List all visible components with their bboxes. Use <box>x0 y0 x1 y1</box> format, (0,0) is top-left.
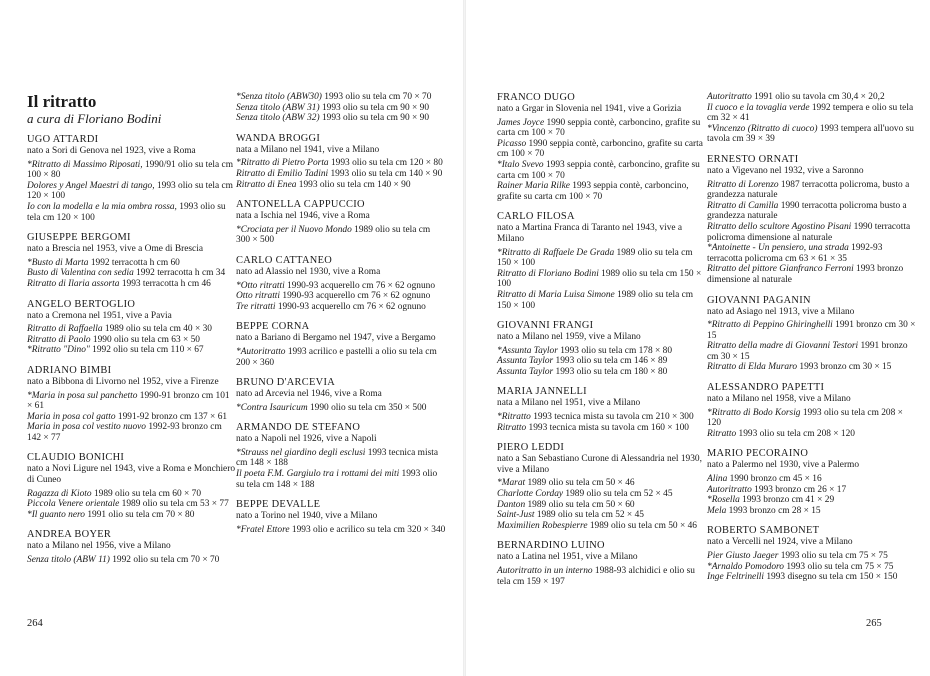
artwork-title: Piccola Venere orientale <box>27 499 120 510</box>
artist-name: FRANCO DUGO <box>497 92 576 103</box>
artwork-title: Maria in posa col gatto <box>27 411 116 422</box>
artwork-title: Ritratto dello scultore Agostino Pisani <box>707 221 852 232</box>
artwork-entry <box>27 555 237 566</box>
artwork-entry <box>27 160 237 181</box>
artist-name: ANTONELLA CAPPUCCIO <box>236 199 365 211</box>
artwork-entry <box>236 291 446 302</box>
artwork-title: Tre ritratti <box>236 301 276 312</box>
artwork-details: 1993 bronzo dimensione al naturale <box>707 264 904 285</box>
artwork-entry <box>707 103 917 124</box>
artwork-title: *Antoinette - Un pensiero, una strada <box>707 243 849 254</box>
artwork-title: Senza titolo (ABW 32) <box>236 113 320 124</box>
artwork-entry <box>497 269 707 290</box>
artist-name: ERNESTO ORNATI <box>707 153 799 165</box>
artwork-details: 1993 olio su tela cm 208 × 120 <box>707 407 903 429</box>
artwork-details: 1993 seppia contè, carboncino, grafite su carta cm 100 × 70 <box>497 159 700 181</box>
artwork-details: 1993 olio su tela cm 208 × 120 <box>736 428 855 439</box>
artwork-details: 1987 terracotta policroma, busto a grandezza naturale <box>707 179 910 201</box>
artwork-entry <box>497 118 707 139</box>
artwork-details: 1990-93 acquerello cm 76 × 62 ognuno <box>284 280 436 291</box>
artwork-details: 1989 olio su tela cm 150 × 100 <box>497 268 702 290</box>
artist-entry <box>27 299 237 356</box>
artist-entry <box>707 525 917 582</box>
artist-name: ROBERTO SAMBONET <box>707 525 820 537</box>
artwork-entry <box>27 391 237 412</box>
artwork-details: 1993 olio su tela cm 140 × 90 <box>296 179 411 190</box>
artwork-entry <box>27 489 237 500</box>
artwork-title: *Fratel Ettore <box>236 524 290 535</box>
artwork-details: 1992-93 terracotta policroma cm 63 × 61 × 35 <box>707 243 883 264</box>
artwork-entry <box>707 362 917 373</box>
artist-name: GIOVANNI FRANGI <box>497 320 594 332</box>
artwork-details: 1993 bronzo cm 41 × 29 <box>739 495 835 506</box>
artwork-details: 1993 olio su tela cm 146 × 89 <box>553 356 668 367</box>
artwork-title: Assunta Taylor <box>497 366 554 377</box>
artist-name: UGO ATTARDI <box>27 134 99 145</box>
artwork-details: 1993 bronzo cm 30 × 15 <box>797 362 892 373</box>
artwork-title: Ritratto di Enea <box>236 179 297 190</box>
artwork-details: 1993 seppia contè, carboncino, grafite su carta cm 100 × 70 <box>497 181 689 202</box>
artwork-title: *Assunta Taylor <box>497 345 558 356</box>
artwork-details: 1989 olio su tela cm 40 × 30 <box>102 324 212 335</box>
artist-name: GIOVANNI PAGANIN <box>707 294 811 306</box>
artist-name: MARIO PECORAINO <box>707 448 809 460</box>
artwork-title: Picasso <box>497 138 527 149</box>
artwork-entry <box>707 92 917 103</box>
artwork-entry <box>707 429 917 440</box>
artwork-entry <box>707 551 917 562</box>
artist-entry <box>236 255 446 312</box>
artwork-title: Ritratto di Lorenzo <box>707 179 779 190</box>
artist-bio: nato a Palermo nel 1930, vive a Palermo <box>707 460 860 471</box>
artwork-details: 1993 olio su tela cm 120 × 80 <box>328 158 443 169</box>
artist-name: ADRIANO BIMBI <box>27 364 112 376</box>
artwork-title: Ritratto <box>707 428 737 439</box>
artwork-details: 1993 olio su tela cm 75 × 75 <box>784 561 894 572</box>
artwork-title: Ritratto di Ilaria assorta <box>27 278 120 289</box>
artist-name: ANDREA BOYER <box>27 529 112 541</box>
artist-entry <box>27 134 237 223</box>
artist-bio: nato a Milano nel 1956, vive a Milano <box>27 541 171 552</box>
artist-bio: nata a Milano nel 1941, vive a Milano <box>236 144 380 155</box>
artwork-entry <box>497 181 707 202</box>
artist-entry <box>707 295 917 374</box>
artwork-entry <box>27 268 237 279</box>
artist-bio: nato a Vigevano nel 1932, vive a Saronno <box>707 165 864 176</box>
artwork-details: 1989 olio su tela cm 150 × 100 <box>497 247 693 269</box>
artist-name: BERNARDINO LUINO <box>497 540 605 552</box>
artwork-details: 1993 olio su tela cm 140 × 90 <box>328 168 443 179</box>
artist-entry <box>497 92 707 202</box>
artwork-details: 1989 olio su tela cm 50 × 46 <box>587 520 697 531</box>
artwork-entry <box>707 474 917 485</box>
column-2 <box>236 92 446 544</box>
artwork-entry <box>27 258 237 269</box>
artist-entry <box>707 382 917 439</box>
artwork-entry <box>236 169 446 180</box>
artwork-entry <box>236 158 446 169</box>
artwork-details: 1991 olio su tela cm 70 × 80 <box>84 509 195 520</box>
artwork-details: 1993 terracotta h cm 46 <box>119 278 211 289</box>
artwork-details: 1993 bronzo cm 26 × 17 <box>751 484 847 495</box>
artwork-details: 1989 olio su tela cm 60 × 70 <box>91 488 202 499</box>
artwork-entry <box>707 264 917 285</box>
artwork-entry <box>27 422 237 443</box>
artist-name: BEPPE DEVALLE <box>236 499 321 511</box>
artist-name: CARLO FILOSA <box>497 211 575 223</box>
artwork-title: Inge Feltrinelli <box>707 572 765 583</box>
artwork-title: *Maria in posa sul panchetto <box>27 390 138 401</box>
artwork-entry <box>27 412 237 423</box>
artwork-entry <box>497 478 707 489</box>
artwork-title: *Ritratto di Bodo Korsig <box>707 407 801 418</box>
artwork-title: Ritratto del pittore Gianfranco Ferroni <box>707 264 854 275</box>
artist-bio: nato a Napoli nel 1926, vive a Napoli <box>236 434 377 445</box>
artwork-details: 1990/91 olio su tela cm 100 × 80 <box>27 159 233 181</box>
artwork-details: 1989 olio su tela cm 150 × 100 <box>497 289 694 311</box>
artist-bio: nato ad Arcevia nel 1946, vive a Roma <box>236 389 382 400</box>
artwork-title: Ritratto di Maria Luisa Simone <box>497 289 615 300</box>
artwork-entry <box>497 367 707 378</box>
artist-name: ALESSANDRO PAPETTI <box>707 382 825 394</box>
column-1 <box>27 92 237 575</box>
artist-bio: nata a Milano nel 1951, vive a Milano <box>497 398 641 409</box>
artwork-details: 1991 bronzo cm 30 × 15 <box>707 341 908 362</box>
artwork-entry <box>707 572 917 583</box>
artwork-entry <box>707 506 917 517</box>
artist-entry <box>236 377 446 413</box>
artwork-title: *Busto di Marta <box>27 257 89 268</box>
artwork-title: Io con la modella e la mia ombra rossa, <box>27 201 177 212</box>
artwork-title: Maria in posa col vestito nuovo <box>27 422 146 433</box>
artwork-title: *Ritratto <box>497 412 531 423</box>
artist-name: CARLO CATTANEO <box>236 254 333 266</box>
artwork-entry <box>707 408 917 429</box>
artwork-title: *Ritratto di Massimo Riposati, <box>27 159 143 170</box>
artwork-details: 1993 tecnica mista cm 148 × 188 <box>236 447 438 469</box>
artwork-entry <box>27 279 237 290</box>
artwork-title: Autoritratto in un interno <box>497 566 593 576</box>
artwork-title: Alina <box>707 474 728 485</box>
artwork-entry <box>497 566 707 587</box>
artwork-entry <box>236 180 446 191</box>
artwork-entry <box>236 448 446 469</box>
artwork-entry <box>497 412 707 423</box>
artwork-details: 1993 tecnica mista su tavola cm 210 × 300 <box>530 412 694 423</box>
artwork-entry <box>236 403 446 414</box>
artwork-title: *Rosella <box>707 495 740 506</box>
artist-bio: nato ad Alassio nel 1930, vive a Roma <box>236 266 381 277</box>
artwork-details: 1992-93 bronzo cm 142 × 77 <box>27 422 222 443</box>
artwork-title: *Crociata per il Nuovo Mondo <box>236 224 352 235</box>
artwork-entry <box>236 347 446 368</box>
artwork-details: 1993 olio su tela cm 90 × 90 <box>319 113 430 124</box>
artwork-details: 1990-93 acquerello cm 76 × 62 ognuno <box>280 291 431 302</box>
artwork-title: Ritratto di Floriano Bodini <box>497 268 599 279</box>
artwork-title: *Contra Isauricum <box>236 402 308 413</box>
artwork-entry <box>27 510 237 521</box>
artwork-title: Autoritratto <box>707 484 752 495</box>
title-block <box>27 92 237 127</box>
artwork-details: 1993 disegno su tela cm 150 × 150 <box>764 572 898 583</box>
artwork-title: Ritratto della madre di Giovanni Testori <box>707 341 859 352</box>
artwork-entry <box>236 281 446 292</box>
artwork-title: Ritratto di Elda Muraro <box>707 362 798 373</box>
artwork-title: *Ritratto "Dino" <box>27 345 90 356</box>
artwork-details: 1992 olio su tela cm 110 × 67 <box>89 345 204 356</box>
artist-entry <box>236 92 446 124</box>
artwork-entry <box>27 202 237 223</box>
artwork-details: 1989 olio su tela cm 50 × 60 <box>525 499 635 510</box>
artwork-entry <box>707 243 917 264</box>
artist-entry <box>236 199 446 246</box>
artwork-title: *Marat <box>497 478 526 489</box>
artwork-entry <box>236 113 446 124</box>
artwork-details: 1993 tecnica mista su tavola cm 160 × 100 <box>526 422 689 433</box>
artwork-details: 1993 olio su tela cm 90 × 90 <box>319 102 430 113</box>
artist-entry <box>27 452 237 520</box>
artwork-entry <box>497 290 707 311</box>
page-number-right: 265 <box>866 618 882 629</box>
artwork-entry <box>27 499 237 510</box>
artwork-title: Senza titolo (ABW 31) <box>236 102 320 113</box>
artist-entry <box>236 321 446 368</box>
artwork-entry <box>707 341 917 362</box>
artist-name: PIERO LEDDI <box>497 442 565 454</box>
page-title: Il ritratto <box>27 92 97 111</box>
artwork-entry <box>707 485 917 496</box>
artwork-details: 1993 olio su tela cm 70 × 70 <box>321 92 432 102</box>
artwork-title: Autoritratto <box>707 92 752 102</box>
artist-bio: nato a Bariano di Bergamo nel 1947, vive a Bergamo <box>236 333 436 344</box>
artwork-entry <box>236 302 446 313</box>
artwork-title: Charlotte Corday <box>497 489 564 500</box>
artwork-title: *Senza titolo (ABW30) <box>236 92 322 102</box>
artist-bio: nato a Martina Franca di Taranto nel 1943, vive a Milano <box>497 223 683 244</box>
artist-bio: nato a San Sebastiano Curone di Alessandria nel 1930, vive a Milano <box>497 454 702 475</box>
artwork-details: 1989 olio su tela cm 50 × 46 <box>525 478 635 489</box>
artwork-details: 1993 acrilico e pastelli a olio su tela cm 200 × 360 <box>236 346 437 368</box>
artwork-title: Ritratto di Raffaella <box>27 324 103 335</box>
artwork-details: 1993 olio su tela cm 120 × 100 <box>27 180 233 202</box>
artwork-entry <box>236 225 446 246</box>
artist-bio: nato ad Asiago nel 1913, vive a Milano <box>707 306 855 317</box>
artist-bio: nato a Torino nel 1940, vive a Milano <box>236 511 378 522</box>
artwork-title: Il poeta F.M. Gargiulo tra i rottami dei miti <box>236 469 400 480</box>
artist-name: WANDA BROGGI <box>236 132 321 144</box>
artwork-details: 1992 tempera e olio su tela cm 32 × 41 <box>707 102 914 124</box>
artist-name: GIUSEPPE BERGOMI <box>27 232 131 244</box>
artist-name: BRUNO D'ARCEVIA <box>236 377 336 389</box>
artwork-entry <box>707 495 917 506</box>
artwork-entry <box>497 346 707 357</box>
artwork-details: 1989 olio su tela cm 52 × 45 <box>534 510 644 521</box>
artwork-title: *Arnaldo Pomodoro <box>707 561 784 572</box>
artist-entry <box>497 540 707 587</box>
artist-name: MARIA JANNELLI <box>497 386 587 398</box>
artwork-details: 1993 olio su tela cm 148 × 188 <box>236 469 438 490</box>
artwork-title: Ritratto di Paolo <box>27 334 91 345</box>
artwork-title: *Ritratto di Pietro Porta <box>236 158 329 169</box>
artwork-entry <box>497 160 707 181</box>
artwork-title: *Il guanto nero <box>27 509 85 520</box>
page-number-left: 264 <box>27 618 43 629</box>
artwork-title: Il cuoco e la tovaglia verde <box>707 102 810 113</box>
artist-bio: nato a Latina nel 1951, vive a Milano <box>497 552 638 563</box>
artwork-title: Ragazza di Kioto <box>27 488 92 499</box>
artist-entry <box>707 154 917 286</box>
artwork-title: *Strauss nel giardino degli esclusi <box>236 447 366 458</box>
artwork-entry <box>497 248 707 269</box>
artwork-details: 1990 olio su tela cm 350 × 500 <box>307 402 427 413</box>
artwork-title: Danton <box>497 499 526 510</box>
artist-name: ARMANDO DE STEFANO <box>236 422 361 434</box>
artwork-entry <box>27 345 237 356</box>
artwork-details: 1990 bronzo cm 45 × 16 <box>727 474 822 485</box>
artist-bio: nato a Milano nel 1959, vive a Milano <box>497 332 641 343</box>
artwork-title: Ritratto <box>497 422 527 433</box>
artwork-title: Senza titolo (ABW 11) <box>27 555 110 566</box>
artist-entry <box>236 422 446 490</box>
artist-name: CLAUDIO BONICHI <box>27 452 125 464</box>
artwork-title: James Joyce <box>497 117 545 128</box>
artwork-entry <box>236 103 446 114</box>
artwork-details: 1993 bronzo cm 28 × 15 <box>726 505 821 516</box>
artwork-entry <box>707 320 917 341</box>
artist-bio: nato a Vercelli nel 1924, vive a Milano <box>707 537 853 548</box>
artist-name: BEPPE CORNA <box>236 321 310 333</box>
artist-entry <box>27 232 237 289</box>
artwork-details: 1993 olio su tela cm 180 × 80 <box>553 366 668 377</box>
artwork-entry <box>497 510 707 521</box>
artwork-entry <box>707 180 917 201</box>
artwork-entry <box>497 500 707 511</box>
artist-bio: nato a Bibbona di Livorno nel 1952, vive a Firenze <box>27 376 219 387</box>
artist-entry <box>236 133 446 190</box>
artwork-entry <box>497 489 707 500</box>
artwork-title: *Autoritratto <box>236 346 286 357</box>
artwork-title: *Italo Svevo <box>497 159 544 170</box>
artwork-entry <box>236 92 446 103</box>
artwork-details: 1988-93 alchidici e olio su tela cm 159 × 197 <box>497 566 695 587</box>
artwork-details: 1990 seppia contè, carboncino, grafite su carta cm 100 × 70 <box>497 117 701 139</box>
artwork-title: *Vincenzo (Ritratto di cuoco) <box>707 123 818 134</box>
artwork-details: 1993 olio su tela cm 75 × 75 <box>778 551 888 561</box>
artwork-details: 1993 olio e acrilico su tela cm 320 × 340 <box>289 524 446 535</box>
artist-bio: nata a Ischia nel 1946, vive a Roma <box>236 211 370 222</box>
artwork-entry <box>707 562 917 573</box>
artwork-title: Otto ritratti <box>236 291 281 302</box>
artwork-entry <box>27 335 237 346</box>
artwork-entry <box>497 521 707 532</box>
artist-bio: nato a Grgar in Slovenia nel 1941, vive a Gorizia <box>497 104 682 114</box>
artwork-title: Saint-Just <box>497 510 535 521</box>
artist-entry <box>27 365 237 444</box>
artwork-entry <box>236 525 446 536</box>
artwork-details: 1990 olio su tela cm 63 × 50 <box>90 334 200 345</box>
artist-entry <box>497 442 707 531</box>
artwork-details: 1991-92 bronzo cm 137 × 61 <box>115 411 228 422</box>
artwork-title: Rainer Maria Rilke <box>497 181 570 192</box>
artist-entry <box>497 320 707 377</box>
artwork-title: Mela <box>707 505 727 516</box>
artwork-details: 1990 terracotta policroma dimensione al naturale <box>707 221 911 243</box>
artist-bio: nato a Sori di Genova nel 1923, vive a Roma <box>27 146 196 156</box>
artwork-entry <box>707 124 917 145</box>
artist-name: ANGELO BERTOGLIO <box>27 298 136 310</box>
artist-entry <box>497 211 707 311</box>
artwork-details: 1991 bronzo cm 30 × 15 <box>707 320 916 341</box>
column-4 <box>707 92 917 592</box>
artwork-details: 1990 seppia contè, carboncino, grafite su carta cm 100 × 70 <box>497 138 703 160</box>
artist-entry <box>27 529 237 565</box>
artwork-title: Ritratto di Camilla <box>707 200 779 211</box>
artwork-title: Assunta Taylor <box>497 356 554 367</box>
artwork-title: Busto di Valentina con sedia <box>27 268 134 279</box>
artwork-details: 1990-91 bronzo cm 101 × 61 <box>27 390 230 412</box>
artist-entry <box>707 448 917 516</box>
artist-bio: nato a Milano nel 1958, vive a Milano <box>707 394 851 405</box>
artwork-details: 1990-93 acquerello cm 76 × 62 ognuno <box>275 301 426 312</box>
artist-entry <box>497 386 707 433</box>
artwork-entry <box>497 423 707 434</box>
artwork-details: 1993 olio su tela cm 178 × 80 <box>557 345 673 356</box>
artwork-entry <box>497 356 707 367</box>
artwork-entry <box>27 181 237 202</box>
artwork-entry <box>27 324 237 335</box>
artwork-details: 1993 tempera all'uovo su tavola cm 39 × 39 <box>707 123 914 145</box>
book-gutter <box>463 0 466 676</box>
artwork-details: 1993 olio su tela cm 120 × 100 <box>27 201 226 223</box>
artist-bio: nato a Novi Ligure nel 1943, vive a Roma e Monchiero di Cuneo <box>27 464 236 486</box>
artist-bio: nato a Brescia nel 1953, vive a Ome di Brescia <box>27 244 203 255</box>
artwork-details: 1989 olio su tela cm 52 × 45 <box>563 489 673 500</box>
artwork-title: Ritratto di Emilio Tadini <box>236 168 329 179</box>
artwork-details: 1990 terracotta policroma busto a grandezza naturale <box>707 200 907 222</box>
artwork-title: *Otto ritratti <box>236 280 285 291</box>
artwork-details: 1989 olio su tela cm 53 × 77 <box>119 499 229 510</box>
column-3 <box>497 92 707 596</box>
artist-entry <box>236 499 446 535</box>
artwork-entry <box>707 222 917 243</box>
page-subtitle: a cura di Floriano Bodini <box>27 111 162 126</box>
artwork-details: 1992 olio su tela cm 70 × 70 <box>109 555 220 566</box>
artwork-details: 1991 olio su tavola cm 30,4 × 20,2 <box>751 92 885 102</box>
artwork-title: Maximilien Robespierre <box>497 520 588 531</box>
artwork-title: *Ritratto di Peppino Ghiringhelli <box>707 320 833 331</box>
artwork-details: 1989 olio su tela cm 300 × 500 <box>236 224 431 246</box>
artwork-title: *Ritratto di Raffaele De Grada <box>497 247 615 258</box>
artwork-entry <box>707 201 917 222</box>
artwork-details: 1992 terracotta h cm 34 <box>133 268 226 279</box>
artwork-title: Dolores y Angel Maestri di tango, <box>27 180 155 191</box>
artist-bio: nato a Cremona nel 1951, vive a Pavia <box>27 310 172 321</box>
artwork-entry <box>497 139 707 160</box>
artwork-title: Pier Giusto Jaeger <box>707 551 779 561</box>
artwork-details: 1992 terracotta h cm 60 <box>88 257 180 268</box>
artist-entry <box>707 92 917 145</box>
artwork-entry <box>236 469 446 490</box>
